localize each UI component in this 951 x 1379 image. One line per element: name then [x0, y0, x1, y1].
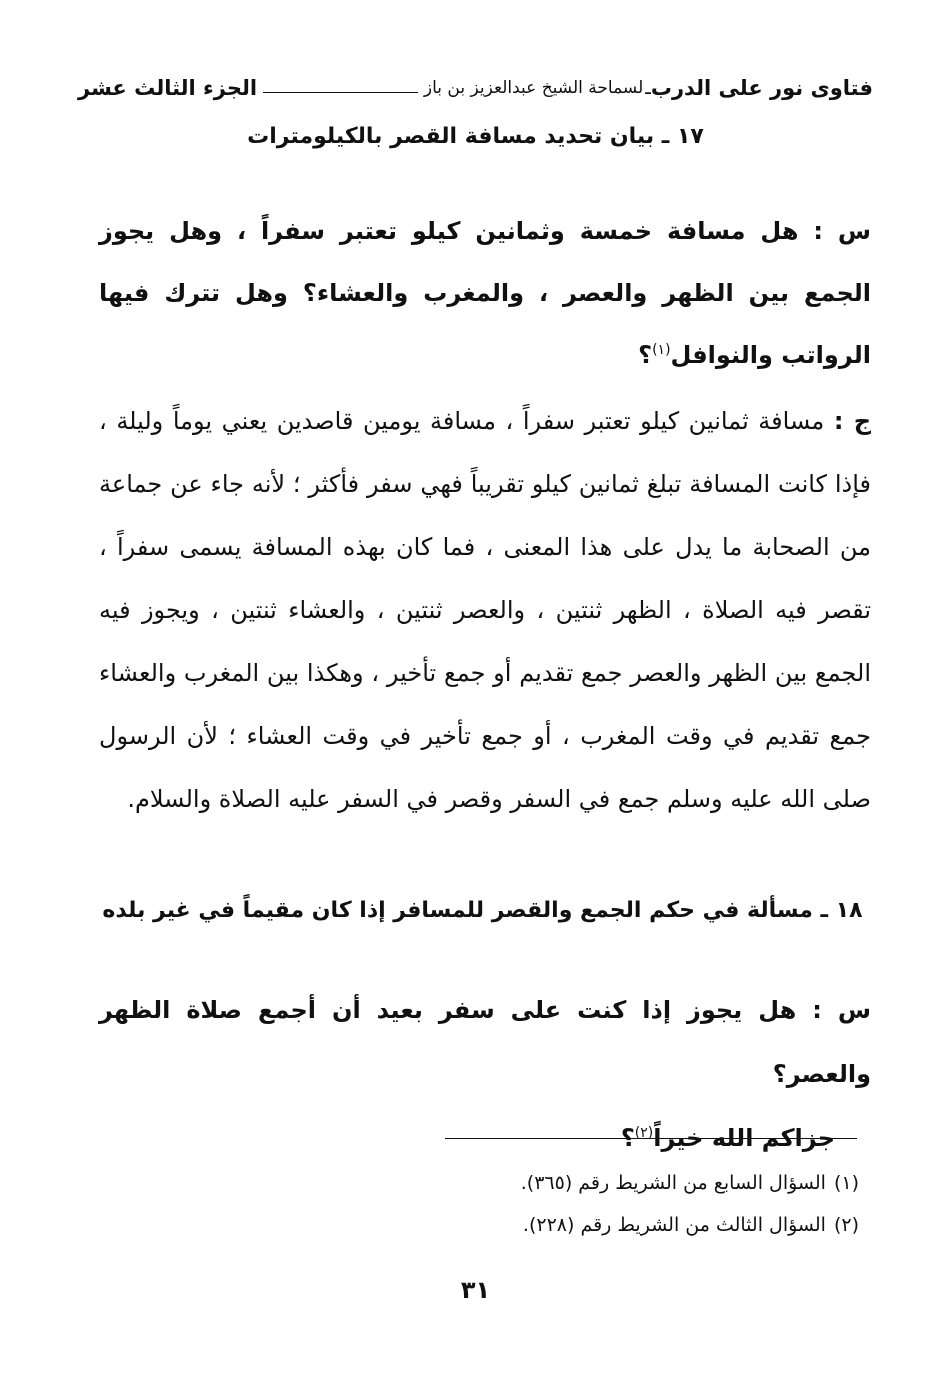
question-label: س : [813, 217, 872, 245]
question-end-mark: ؟ [638, 341, 653, 369]
answer-label: ج : [833, 407, 872, 435]
footnote-number: (١) [833, 1172, 859, 1194]
footnote-text: السؤال الثالث من الشريط رقم (٢٢٨). [522, 1214, 826, 1236]
question-line-1: هل يجوز إذا كنت على سفر بعيد أن أجمع صلاة الظهر والعصر؟ [99, 996, 871, 1088]
footnote-1 [259, 1162, 859, 1204]
author-credit: لسماحة الشيخ عبدالعزيز بن باز [423, 78, 644, 98]
question-end-mark: ؟ [620, 1124, 635, 1152]
question-text: هل مسافة خمسة وثمانين كيلو تعتبر سفراً ، وهل يجوز الجمع بين الظهر والعصر ، والمغرب والعشاء؟ وهل تترك فيها الرواتب والنوافل [99, 217, 871, 369]
footnote-2 [259, 1204, 859, 1246]
section-17-question [99, 200, 871, 386]
running-header [78, 72, 873, 104]
volume-label: الجزء الثالث عشر [78, 76, 258, 100]
header-separator: ـ [645, 77, 651, 99]
footnote-ref-1: (١) [652, 342, 671, 358]
section-17-answer [99, 390, 871, 831]
footnotes [259, 1162, 859, 1246]
answer-text: مسافة ثمانين كيلو تعتبر سفراً ، مسافة يومين قاصدين يعني يوماً وليلة ، فإذا كانت المسافة تبلغ ثمانين كيلو تقريباً فهي سفر فأكثر ؛ لأنه جاء عن جماعة من الصحابة ما يدل على هذا المعنى ، فما كان بهذه المسافة يسمى سفراً ، تقصر فيه الصلاة ، الظهر ثنتين ، والعصر ثنتين ، والعشاء ثنتين ، ويجوز فيه الجمع بين الظهر والعصر جمع تقديم أو جمع تأخير ، وهكذا بين المغرب والعشاء جمع تقديم في وقت المغرب ، أو جمع تأخير في وقت العشاء ؛ لأن الرسول صلى الله عليه وسلم جمع في السفر وقصر في السفر عليه الصلاة والسلام. [99, 407, 871, 813]
section-18-question [99, 978, 871, 1170]
page-number: ٣١ [460, 1276, 491, 1304]
section-18-heading: ١٨ ـ مسألة في حكم الجمع والقصر للمسافر إذا كان مقيماً في غير بلده [102, 898, 863, 923]
footnote-separator [445, 1138, 857, 1139]
header-rule [263, 92, 418, 93]
footnote-number: (٢) [833, 1214, 859, 1236]
book-title: فتاوى نور على الدرب [650, 76, 873, 100]
question-label: س : [812, 996, 872, 1024]
footnote-ref-2: (٢) [634, 1125, 654, 1141]
footnote-text: السؤال السابع من الشريط رقم (٣٦٥). [520, 1172, 826, 1194]
section-17-heading: ١٧ ـ بيان تحديد مسافة القصر بالكيلومترات [247, 124, 704, 149]
question-line-2-text: جزاكم الله خيراً [653, 1124, 835, 1152]
